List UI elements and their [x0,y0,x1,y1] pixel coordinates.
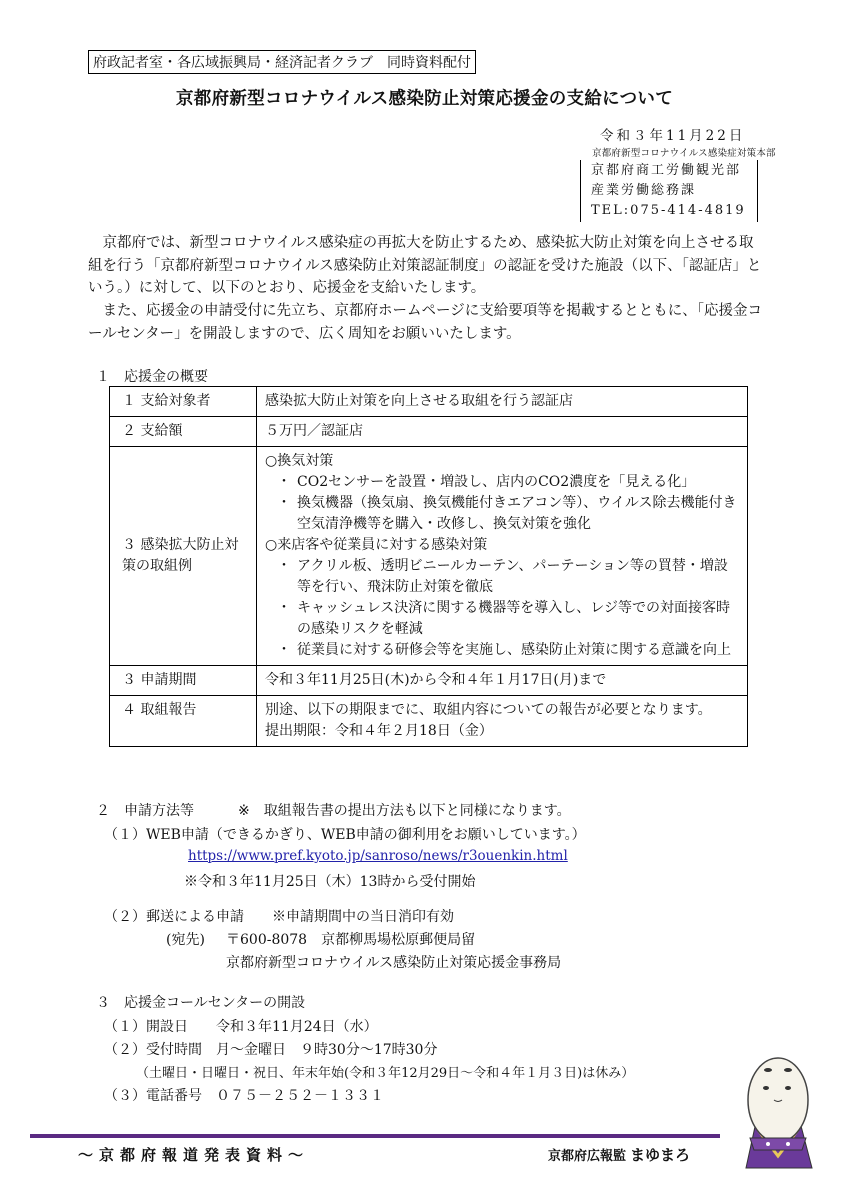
table-row [110,696,748,747]
page-title: 京都府新型コロナウイルス感染防止対策応援金の支給について [176,89,673,109]
section-3-heading [96,992,305,1012]
section-3-number: ３ [96,995,110,1011]
measures-cell [257,447,748,666]
call-center-hours: （２）受付時間 月～金曜日 ９時30分～17時30分 [104,1042,438,1058]
list-item: ・ 換気機器（換気扇、換気機能付きエアコン等）、ウイルス除去機能付き空気清浄機等を購入・改修し、換気対策を強化 [277,495,737,532]
row-label: ２ 支給額 [110,417,257,447]
list-item: ・ CO2センサーを設置・増設し、店内のCO2濃度を「見える化」 [277,474,696,490]
row-value: 令和３年11月25日(木)から令和４年１月17日(月)まで [257,666,748,696]
mail-application: （２）郵送による申請 ※申請期間中の当日消印有効 [104,909,454,925]
section-1-heading [96,366,208,386]
row-value: 感染拡大防止対策を向上させる取組を行う認証店 [257,387,748,417]
footer-divider [30,1134,720,1138]
call-center-open-date: （１）開設日 令和３年11月24日（水） [104,1019,378,1035]
mayumaro-mascot-illustration [728,1040,828,1170]
section-2-note: ※ 取組報告書の提出方法も以下と同様になります。 [238,803,571,819]
contact-department: 京都府商工労働観光部 [591,163,742,178]
table-row [110,447,748,666]
headquarters-label: 京都府新型コロナウイルス感染症対策本部 [592,148,776,159]
contact-box [580,160,758,222]
contact-division: 産業労働総務課 [591,183,697,198]
web-application: （１）WEB申請（できるかぎり、WEB申請の御利用をお願いしています。） [104,827,586,843]
report-deadline: 提出期限：令和４年２月18日（金） [265,723,493,739]
section-1-number: １ [96,369,110,385]
web-start-note: ※令和３年11月25日（木）13時から受付開始 [184,874,476,890]
footer-press-release-label: ～京都府報道発表資料～ [78,1146,310,1164]
section-1-title: 応援金の概要 [124,369,208,385]
table-row [110,387,748,417]
release-date: 令和３年11月22日 [600,128,746,144]
list-item: ・ アクリル板、透明ビニールカーテン、パーテーション等の買替・増設等を行い、飛沫防止対策を徹底 [277,558,728,595]
contact-phone: TEL:075-414-4819 [591,203,746,218]
report-note: 別途、以下の期限までに、取組内容についての報告が必要となります。 [265,702,712,718]
call-center-phone: （３）電話番号 ０７５－２５２－１３３１ [104,1088,384,1104]
distribution-notice: 府政記者室・各広域振興局・経済記者クラブ 同時資料配付 [88,50,476,74]
application-url-link[interactable]: https://www.pref.kyoto.jp/sanroso/news/r3ouenkin.html [188,848,568,864]
table-row [110,666,748,696]
row-value: ５万円／認証店 [257,417,748,447]
section-2-title: 申請方法等 [124,803,194,819]
office-name: 京都府新型コロナウイルス感染防止対策応援金事務局 [226,955,562,971]
call-center-closed-days: （土曜日・日曜日・祝日、年末年始(令和３年12月29日～令和４年１月３日)は休み） [136,1066,635,1081]
footer-pr-director: 京都府広報監 [548,1149,627,1164]
row-label: １ 支給対象者 [110,387,257,417]
section-2-number: ２ [96,803,110,819]
section-3-title: 応援金コールセンターの開設 [124,995,306,1011]
row-label: ３ 申請期間 [110,666,257,696]
intro-paragraph-2: また、応援金の申請受付に先立ち、京都府ホームページに支給要項等を掲載するとともに、「応援金コールセンター」を開設しますので、広く周知をお願いいたします。 [88,303,762,342]
row-value [257,696,748,747]
table-row [110,417,748,447]
row-label: ４ 取組報告 [110,696,257,747]
row-label: ３ 感染拡大防止対策の取組例 [110,447,257,666]
measure-group-title: ○換気対策 [265,453,334,469]
footer-mascot-credit [548,1144,690,1165]
list-item: ・ 従業員に対する研修会等を実施し、感染防止対策に関する意識を向上 [277,642,731,658]
list-item: ・ キャッシュレス決済に関する機器等を導入し、レジ等での対面接客時の感染リスクを軽減 [277,600,730,637]
section-2-heading [96,800,571,820]
address: 〒600-8078 京都柳馬場松原郵便局留 [226,932,476,948]
measure-group-title: ○来店客や従業員に対する感染対策 [265,537,488,553]
address-label: (宛先) [166,932,205,948]
footer-mascot-name: まゆまろ [630,1146,691,1164]
intro-paragraph-1: 京都府では、新型コロナウイルス感染症の再拡大を防止するため、感染拡大防止対策を向上させる取組を行う「京都府新型コロナウイルス感染防止対策認証制度」の認証を受けた施設（以下、「認証店」という。）に対して、以下のとおり、応援金を支給いたします。 [88,235,762,296]
overview-table [109,386,748,747]
